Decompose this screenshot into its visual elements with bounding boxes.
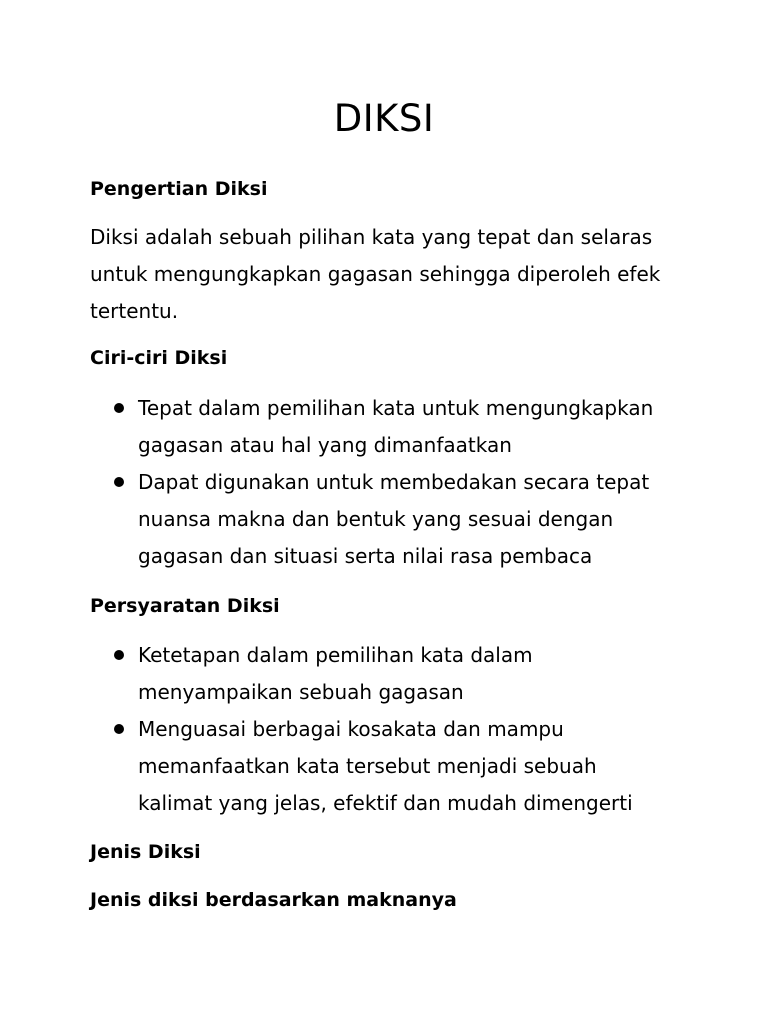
bullet-icon <box>114 477 124 487</box>
section-heading-ciri-ciri: Ciri-ciri Diksi <box>90 347 228 369</box>
document-title: DIKSI <box>333 97 435 140</box>
section-heading-pengertian: Pengertian Diksi <box>90 178 268 200</box>
section-heading-jenis-makna: Jenis diksi berdasarkan maknanya <box>90 889 457 911</box>
list-item: Menguasai berbagai kosakata dan mampu memanfaatkan kata tersebut menjadi sebuah kalimat yang jelas, efektif dan mudah dimengerti <box>90 711 730 822</box>
bullet-icon <box>114 403 124 413</box>
list-item: Tepat dalam pemilihan kata untuk mengungkapkan gagasan atau hal yang dimanfaatkan <box>90 390 730 464</box>
section-heading-jenis: Jenis Diksi <box>90 841 201 863</box>
list-item: Dapat digunakan untuk membedakan secara tepat nuansa makna dan bentuk yang sesuai dengan gagasan dan situasi serta nilai rasa pembaca <box>90 464 730 575</box>
paragraph-line: tertentu. <box>90 299 179 323</box>
persyaratan-list <box>90 637 730 822</box>
bullet-icon <box>114 650 124 660</box>
list-item: Ketetapan dalam pemilihan kata dalam menyampaikan sebuah gagasan <box>90 637 730 711</box>
ciri-ciri-list <box>90 390 730 575</box>
paragraph-line: untuk mengungkapkan gagasan sehingga diperoleh efek <box>90 262 661 286</box>
paragraph-line: Diksi adalah sebuah pilihan kata yang tepat dan selaras <box>90 225 653 249</box>
section-heading-persyaratan: Persyaratan Diksi <box>90 595 280 617</box>
bullet-icon <box>114 724 124 734</box>
definition-paragraph <box>90 219 690 330</box>
